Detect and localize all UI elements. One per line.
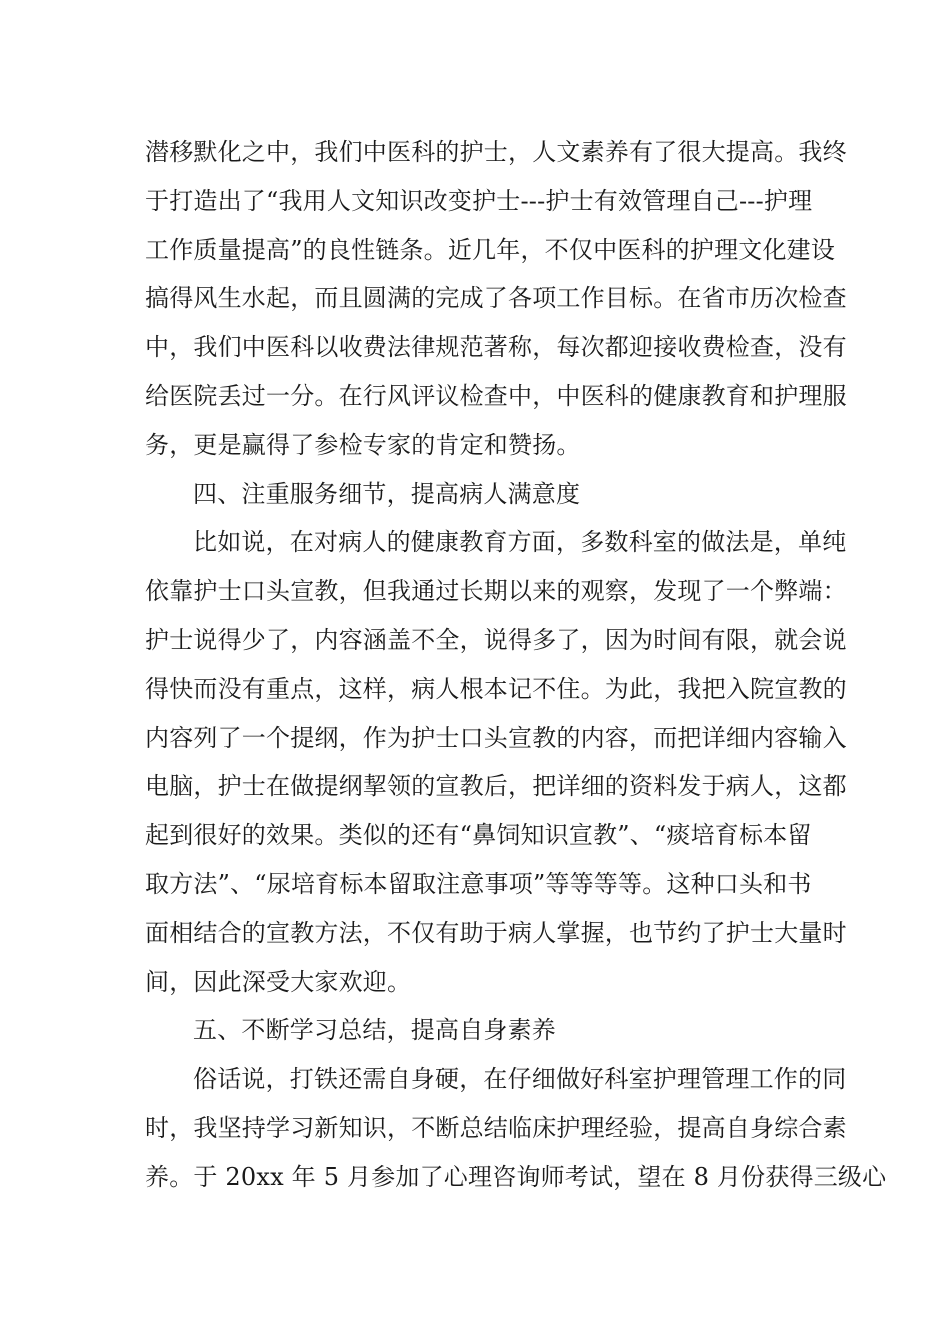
text-line: 内容列了一个提纲，作为护士口头宣教的内容，而把详细内容输入 <box>145 723 847 752</box>
text-line: 取方法”、“尿培育标本留取注意事项”等等等等。这种口头和书 <box>145 869 812 898</box>
text-line: 潜移默化之中，我们中医科的护士，人文素养有了很大提高。我终 <box>145 138 847 166</box>
document-body <box>145 128 887 1202</box>
text-line: 起到很好的效果。类似的还有“鼻饲知识宣教”、“痰培育标本留 <box>145 821 812 850</box>
text-line: 俗话说，打铁还需自身硬，在仔细做好科室护理管理工作的同 <box>193 1065 847 1094</box>
text-line: 给医院丢过一分。在行风评议检查中，中医科的健康教育和护理服 <box>145 381 847 410</box>
text-line: 搞得风生水起，而且圆满的完成了各项工作目标。在省市历次检查 <box>145 284 847 313</box>
text-line: 务，更是赢得了参检专家的肯定和赞扬。 <box>145 430 581 459</box>
text-line: 比如说，在对病人的健康教育方面，多数科室的做法是，单纯 <box>193 528 847 557</box>
text-line: 五、不断学习总结，提高自身素养 <box>193 1016 556 1045</box>
text-line: 于打造出了“我用人文知识改变护士---护士有效管理自己---护理 <box>145 186 813 215</box>
text-line: 工作质量提高”的良性链条。近几年，不仅中医科的护理文化建设 <box>145 235 836 264</box>
text-line: 得快而没有重点，这样，病人根本记不住。为此，我把入院宣教的 <box>145 674 847 703</box>
text-line: 面相结合的宣教方法，不仅有助于病人掌握，也节约了护士大量时 <box>145 918 847 947</box>
text-line: 中，我们中医科以收费法律规范著称，每次都迎接收费检查，没有 <box>145 333 847 362</box>
text-line: 间，因此深受大家欢迎。 <box>145 967 412 996</box>
text-line: 养。于 20xx 年 5 月参加了心理咨询师考试，望在 8 月份获得三级心 <box>145 1162 887 1191</box>
text-line: 护士说得少了，内容涵盖不全，说得多了，因为时间有限，就会说 <box>145 625 847 654</box>
text-line: 时，我坚持学习新知识，不断总结临床护理经验，提高自身综合素 <box>145 1113 847 1142</box>
text-line: 电脑，护士在做提纲挈领的宣教后，把详细的资料发于病人，这都 <box>145 772 847 801</box>
text-line: 依靠护士口头宣教，但我通过长期以来的观察，发现了一个弊端： <box>145 577 847 606</box>
text-line: 四、注重服务细节，提高病人满意度 <box>193 479 581 508</box>
